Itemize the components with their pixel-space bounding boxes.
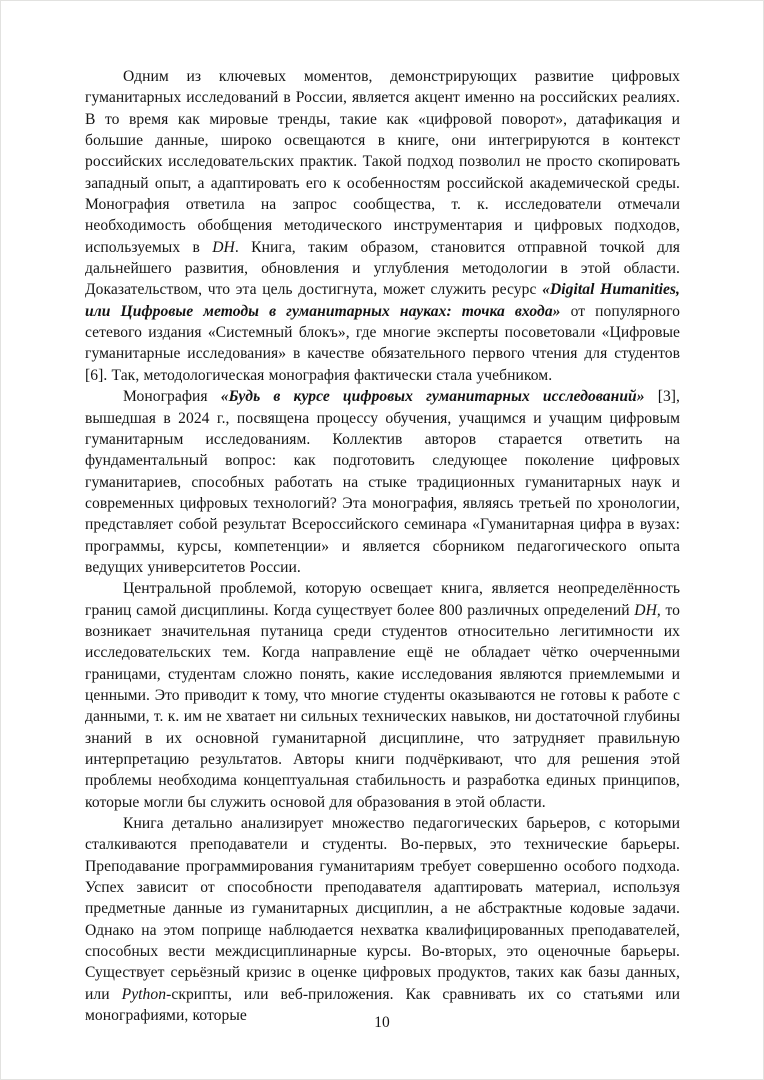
page-body bbox=[85, 66, 680, 1026]
text-run: Книга детально анализирует множество педагогических барьеров, с которыми сталкиваются преподаватели и студенты. Во-первых, это технические барьеры. Преподавание программирования гуманитариям требует совершенно особого подхода. Успех зависит от способности преподавателя адаптировать материал, используя предметные данные из гуманитарных дисциплин, а не абстрактные кодовые задачи. Однако на этом поприще наблюдается нехватка квалифицированных преподавателей, способных вести междисциплинарные курсы. Во-вторых, это оценочные барьеры. Существует серьёзный кризис в оценке цифровых продуктов, таких как базы данных, или bbox=[85, 815, 680, 1003]
term-italic-text: DH bbox=[634, 601, 657, 619]
page-number: 10 bbox=[374, 1014, 390, 1031]
book-title-text: «Digital Humanities, или Цифровые методы в гуманитарных науках: точка входа» bbox=[85, 281, 681, 320]
text-run: . Книга, таким образом, становится отправной точкой для дальнейшего развития, обновления и углубления методологии в этой области. Доказательством, что эта цель достигнута, может служить ресурс bbox=[85, 238, 681, 299]
paragraph bbox=[85, 578, 680, 813]
paragraph bbox=[85, 386, 680, 578]
text-run: [3], вышедшая в 2024 г., посвящена процессу обучения, учащимся и учащим цифровым гуманитарным исследованиям. Коллектив авторов старается ответить на фундаментальный вопрос: как подготовить следующее поколение цифровых гуманитариев, способных работать на стыке традиционных гуманитарных наук и современных цифровых технологий? Эта монография, являясь третьей по хронологии, представляет собой результат Всероссийского семинара «Гуманитарная цифра в вузах: программы, курсы, компетенции» и является сборником педагогического опыта ведущих университетов России. bbox=[85, 388, 681, 576]
term-italic-text: Python bbox=[121, 985, 167, 1003]
text-run: Одним из ключевых моментов, демонстрирующих развитие цифровых гуманитарных исследований в России, является акцент именно на российских реалиях. В то время как мировые тренды, такие как «цифровой поворот», датафикация и большие данные, широко освещаются в книге, они интегрируются в контекст российских исследовательских практик. Такой подход позволил не просто скопировать западный опыт, а адаптировать его к особенностям российской академической среды. Монография ответила на запрос сообщества, т. к. исследователи отмечали необходимость обобщения методического инструментария и цифровых подходов, используемых в bbox=[85, 68, 680, 256]
paragraph bbox=[85, 813, 680, 1026]
term-italic-text: DH bbox=[212, 238, 235, 256]
text-run: от популярного сетевого издания «Системный блокъ», где многие эксперты посоветовали «Цифровые гуманитарные исследования» в качестве обязательного первого чтения для студентов [6]. Так, методологическая монография фактически стала учебником. bbox=[85, 302, 680, 384]
paragraph bbox=[85, 66, 680, 386]
text-run: , то возникает значительная путаница среди студентов относительно легитимности их исследовательских тем. Когда направление ещё не обладает чётко очерченными границами, студентам сложно понять, какие исследования являются приемлемыми и ценными. Это приводит к тому, что многие студенты оказываются не готовы к работе с данными, т. к. им не хватает ни сильных технических навыков, ни достаточной глубины знаний в их основной гуманитарной дисциплине, что затрудняет правильную интерпретацию результатов. Авторы книги подчёркивают, что для решения этой проблемы необходима концептуальная стабильность и разработка единых принципов, которые могли бы служить основой для образования в этой области. bbox=[85, 601, 680, 811]
text-run: Монография bbox=[123, 388, 221, 406]
text-run: Центральной проблемой, которую освещает книга, является неопределённость границ самой дисциплины. Когда существует более 800 различных определений bbox=[85, 580, 680, 619]
text-run: -скрипты, или веб-приложения. Как сравнивать их со статьями или монографиями, которые bbox=[85, 985, 680, 1025]
book-title-text: «Будь в курсе цифровых гуманитарных исследований» bbox=[220, 388, 645, 406]
